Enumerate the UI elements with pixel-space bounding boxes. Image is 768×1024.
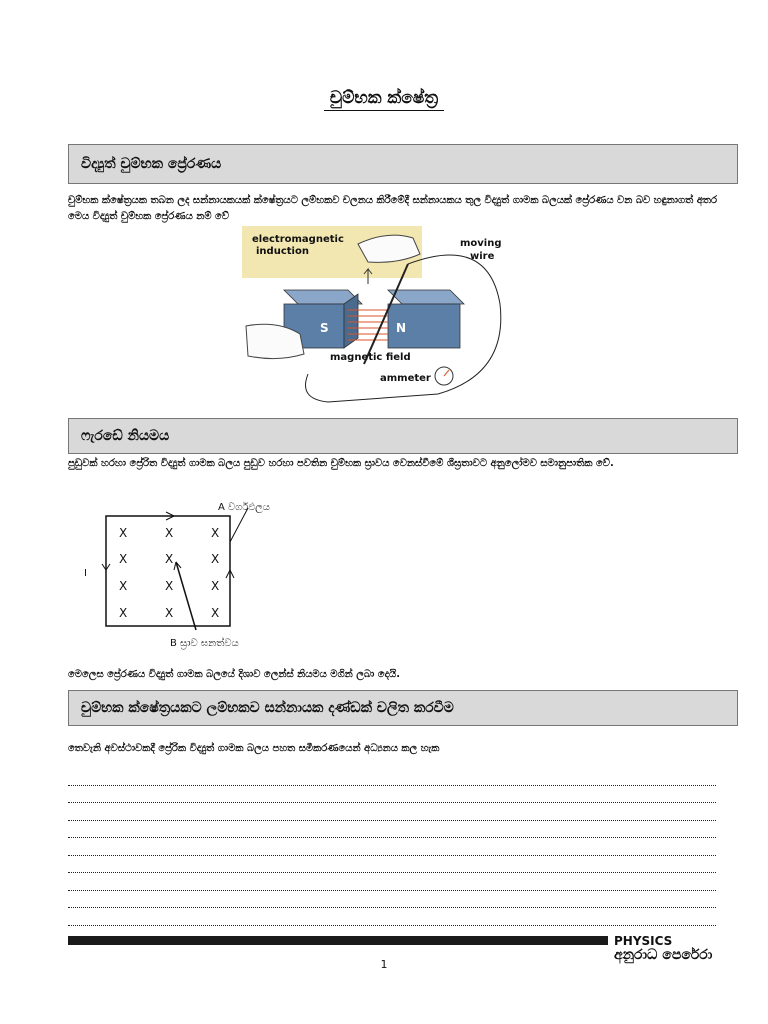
svg-text:X: X — [165, 526, 174, 540]
svg-text:X: X — [119, 606, 128, 620]
label-current: I — [84, 568, 87, 579]
svg-text:X: X — [211, 606, 220, 620]
answer-line[interactable] — [68, 856, 716, 874]
label-ammeter: ammeter — [380, 373, 431, 384]
answer-line[interactable] — [68, 821, 716, 839]
label-induction: induction — [256, 246, 309, 257]
svg-text:X: X — [119, 526, 128, 540]
footer-bar — [68, 936, 608, 945]
footer-subject: PHYSICS — [614, 934, 673, 948]
svg-text:X: X — [165, 579, 174, 593]
answer-line[interactable] — [68, 768, 716, 786]
svg-text:X: X — [165, 552, 174, 566]
svg-text:X: X — [211, 579, 220, 593]
paragraph-lenz: මෙලෙස ප්‍රේරණය විද්‍යුත් ගාමක බලයේ දිශාව ලෙන්ස් නියමය මගින් ලබා දෙයි. — [68, 669, 401, 680]
label-flux-density: B ස්‍රාව ඝනත්වය — [170, 638, 239, 649]
pole-s-label: S — [320, 321, 329, 335]
answer-line[interactable] — [68, 908, 716, 926]
pole-n-label: N — [396, 321, 407, 335]
svg-text:X: X — [119, 552, 128, 566]
label-magnetic-field: magnetic field — [330, 352, 411, 363]
answer-line[interactable] — [68, 838, 716, 856]
svg-text:X: X — [211, 526, 220, 540]
page-title: චුම්භක ක්ෂේත්‍ර — [0, 88, 768, 111]
answer-line[interactable] — [68, 891, 716, 909]
page-number: 1 — [380, 958, 388, 971]
paragraph-induction: චුම්භක ක්ෂේත්‍රයක තබන ලද සන්නායකයක් ක්ෂේත්‍රයට ලම්භකව චලනය කිරීමේදී සන්නායකය තුල විද්‍යුත් ගාමක බලයක් ප්‍රේරණය වන බව හඳුනාගත් අතර මෙය විද්‍යුත් චුම්භක ප්‍රේරණය නම් වේ — [68, 195, 718, 222]
label-area: A වර්ගඵලය — [218, 502, 270, 513]
label-wire: wire — [470, 251, 495, 262]
induction-figure — [238, 224, 520, 412]
paragraph-equation-intro: තෙවැනි අවස්ථාවකදී ප්‍රේරික විද්‍යුත් ගාමක බලය පහත සමීකරණයෙන් අධ්‍යනය කල හැක — [68, 743, 440, 754]
answer-line[interactable] — [68, 786, 716, 804]
flux-loop-figure — [78, 494, 308, 654]
footer-author: අනුරාධ පෙරේරා — [614, 947, 713, 963]
section-heading-faraday: ෆැරඩේ නියමය — [68, 418, 738, 454]
pointer-a — [230, 508, 248, 542]
cross-grid — [119, 526, 219, 620]
paragraph-faraday: පුඩුවක් හරහා ප්‍රේරිත විද්‍යුත් ගාමක බලය පුඩුව හරහා පවතින චුම්භක ස්‍රාවය වෙනස්වීමේ ශීඝ්‍රතාවට අනුලෝමව සමානුපාතික වේ. — [68, 458, 614, 469]
label-moving: moving — [460, 238, 502, 249]
section-heading-induction: විද්‍යුත් චුම්භක ප්‍රේරණය — [68, 144, 738, 184]
svg-text:X: X — [119, 579, 128, 593]
svg-text:X: X — [211, 552, 220, 566]
svg-text:X: X — [165, 606, 174, 620]
answer-line[interactable] — [68, 803, 716, 821]
label-electromagnetic: electromagnetic — [252, 234, 344, 245]
answer-lines — [68, 768, 716, 926]
pointer-b — [176, 562, 196, 630]
section-heading-moving-rod: චුම්භක ක්ෂේත්‍රයකට ලම්භකව සන්නායක දණ්ඩක් චලිත කරවීම — [68, 690, 738, 726]
answer-line[interactable] — [68, 873, 716, 891]
